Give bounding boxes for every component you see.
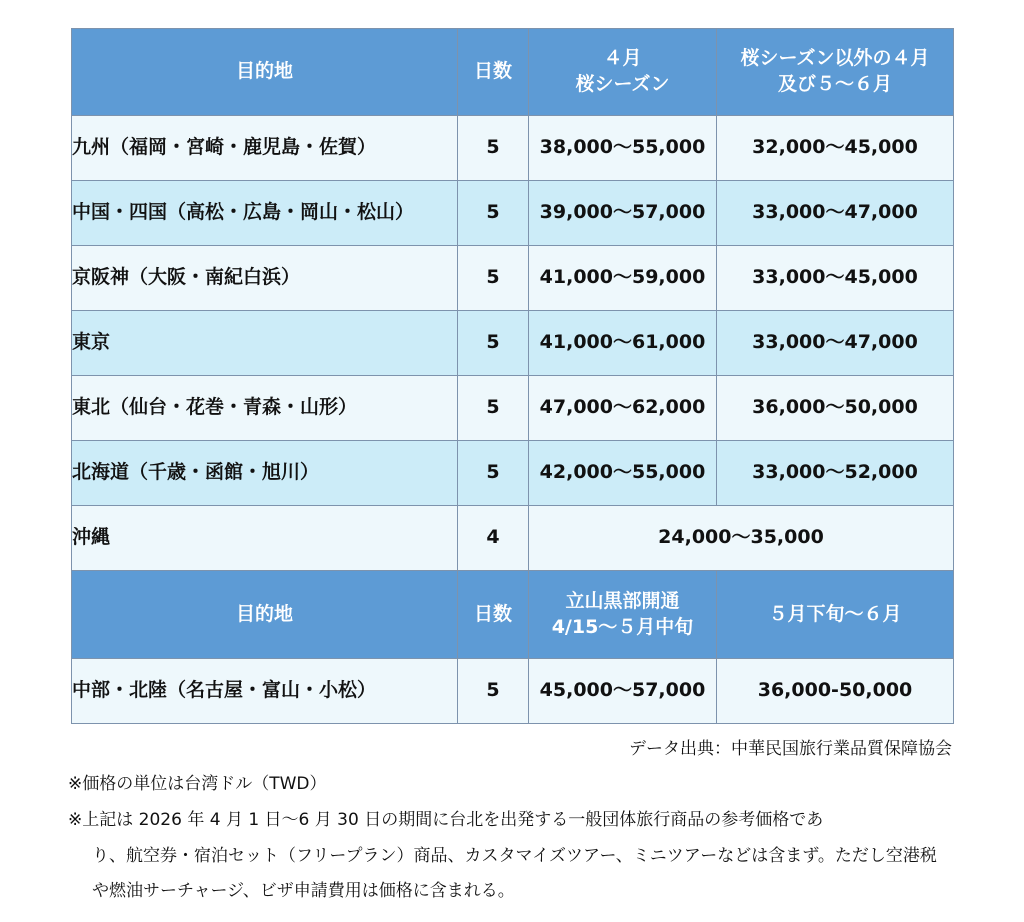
row-days: 5 [458, 441, 529, 506]
header-other-season-line2: 及び５～６月 [777, 73, 892, 95]
row-days: 5 [458, 246, 529, 311]
row-sakura-price: 39,000～57,000 [529, 181, 717, 246]
table-header-row [72, 29, 954, 116]
header2-destination: 目的地 [72, 571, 458, 659]
row-sakura-price: 41,000～61,000 [529, 311, 717, 376]
row-days: 5 [458, 659, 529, 724]
header2-tateyama-line1: 立山黒部開通 [565, 589, 680, 612]
row-destination: 京阪神（大阪・南紀白浜） [72, 246, 458, 311]
row-other-price: 32,000～45,000 [717, 116, 954, 181]
header-days: 日数 [458, 29, 529, 116]
row-sakura-price: 47,000～62,000 [529, 376, 717, 441]
header-april-sakura-line2: 桜シーズン [575, 73, 670, 95]
row-destination: 中国・四国（高松・広島・岡山・松山） [72, 181, 458, 246]
row-other-price: 33,000～47,000 [717, 311, 954, 376]
table-header-row-2 [72, 571, 954, 659]
row-other-price: 33,000～52,000 [717, 441, 954, 506]
row-sakura-price: 42,000～55,000 [529, 441, 717, 506]
row-destination: 中部・北陸（名古屋・富山・小松） [72, 659, 458, 724]
data-source: データ出典：中華民国旅行業品質保障協会 [629, 739, 952, 759]
row-days: 5 [458, 311, 529, 376]
table-row [72, 246, 954, 311]
disclaimer-line-3: や燃油サーチャージ、ビザ申請費用は価格に含まれる。 [92, 881, 515, 901]
row-destination: 九州（福岡・宮崎・鹿児島・佐賀） [72, 116, 458, 181]
row-sakura-price: 41,000～59,000 [529, 246, 717, 311]
row-other-price: 33,000～47,000 [717, 181, 954, 246]
row-other-price: 33,000～45,000 [717, 246, 954, 311]
header-april-sakura [529, 29, 717, 116]
table-row-okinawa [72, 506, 954, 571]
row-days: 5 [458, 116, 529, 181]
header-april-sakura-line1: ４月 [603, 47, 642, 70]
row-destination: 北海道（千歳・函館・旭川） [72, 441, 458, 506]
row-days: 5 [458, 181, 529, 246]
row-destination: 沖縄 [72, 506, 458, 571]
row-other-price: 36,000～50,000 [717, 376, 954, 441]
header2-tateyama-line2: 4/15～５月中旬 [551, 615, 694, 638]
header2-tateyama [529, 571, 717, 659]
currency-note: ※価格の単位は台湾ドル（TWD） [68, 774, 327, 794]
disclaimer-line-2: り、航空券・宿泊セット（フリープラン）商品、カスタマイズツアー、ミニツアーなどは含まず。ただし空港税 [92, 846, 937, 866]
row-days: 4 [458, 506, 529, 571]
row-sakura-price: 38,000～55,000 [529, 116, 717, 181]
disclaimer-line-1: ※上記は 2026 年 4 月 1 日～6 月 30 日の期間に台北を出発する一般団体旅行商品の参考価格であ [68, 810, 824, 830]
header2-days: 日数 [458, 571, 529, 659]
table-row [72, 311, 954, 376]
table-row [72, 441, 954, 506]
price-table [71, 28, 954, 724]
header-destination: 目的地 [72, 29, 458, 116]
row-okinawa-price: 24,000～35,000 [529, 506, 954, 571]
row-late-price: 36,000-50,000 [717, 659, 954, 724]
table-row [72, 116, 954, 181]
row-tateyama-price: 45,000～57,000 [529, 659, 717, 724]
header-other-season-line1: 桜シーズン以外の４月 [740, 47, 930, 70]
row-days: 5 [458, 376, 529, 441]
row-destination: 東北（仙台・花巻・青森・山形） [72, 376, 458, 441]
table-row-chubu [72, 659, 954, 724]
header-other-season [717, 29, 954, 116]
table-row [72, 181, 954, 246]
row-destination: 東京 [72, 311, 458, 376]
table-row [72, 376, 954, 441]
header2-late-may-june: ５月下旬～６月 [717, 571, 954, 659]
